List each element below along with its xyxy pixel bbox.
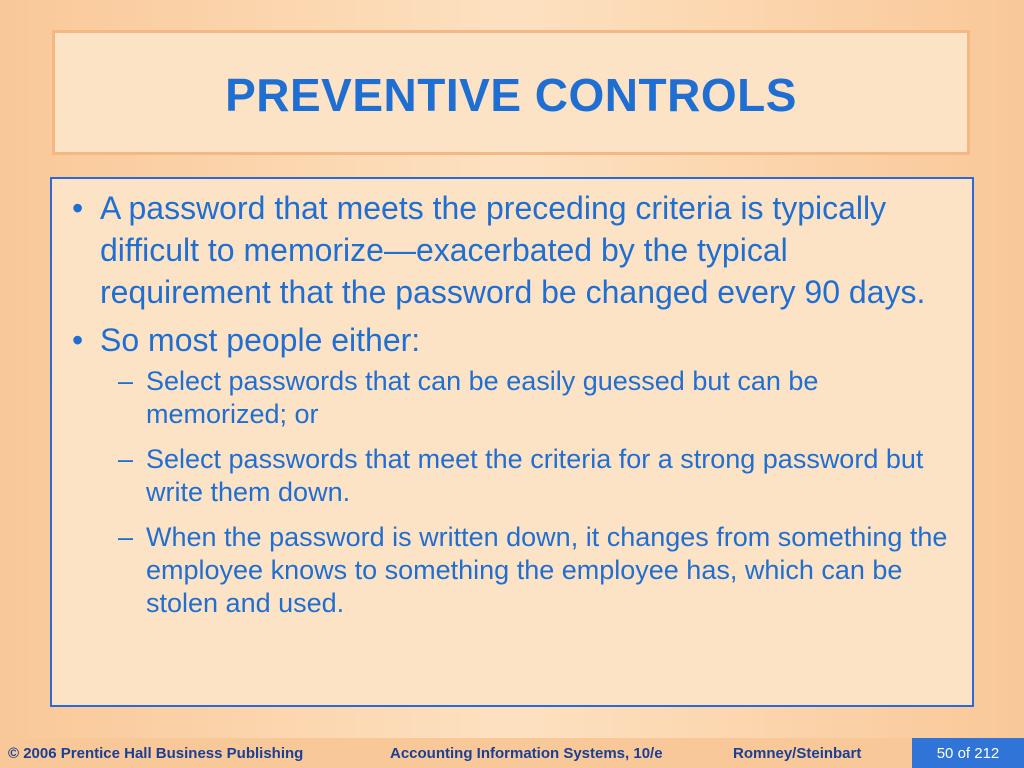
footer-copyright: © 2006 Prentice Hall Business Publishing bbox=[8, 745, 304, 762]
page-number-badge: 50 of 212 bbox=[912, 738, 1024, 768]
slide-title: PREVENTIVE CONTROLS bbox=[225, 68, 797, 121]
bullet-text: A password that meets the preceding criteria is typically difficult to memorize—exacerbated by the typical requirement that the password be changed every 90 days. bbox=[100, 190, 926, 310]
sub-bullet-list bbox=[100, 365, 958, 620]
sub-bullet-marker: – bbox=[118, 366, 134, 396]
sub-bullet-item bbox=[68, 443, 958, 509]
bullet-item bbox=[68, 187, 958, 313]
content-box bbox=[50, 177, 974, 707]
sub-bullet-item bbox=[68, 365, 958, 431]
sub-bullet-text: Select passwords that can be easily guessed but can be memorized; or bbox=[146, 366, 819, 429]
bullet-item bbox=[68, 319, 958, 620]
sub-bullet-text: When the password is written down, it changes from something the employee knows to something the employee has, which can be stolen and used. bbox=[146, 522, 948, 618]
sub-bullet-item bbox=[68, 521, 958, 620]
sub-bullet-text: Select passwords that meet the criteria for a strong password but write them down. bbox=[146, 444, 924, 507]
sub-bullet-marker: – bbox=[118, 444, 134, 474]
bullet-marker: • bbox=[72, 322, 84, 358]
bullet-text: So most people either: bbox=[100, 322, 421, 358]
sub-bullet-marker: – bbox=[118, 522, 134, 552]
footer-bar bbox=[0, 738, 1024, 768]
title-box bbox=[52, 30, 970, 155]
footer-authors: Romney/Steinbart bbox=[733, 745, 862, 762]
bullet-marker: • bbox=[72, 190, 84, 226]
footer-book-title: Accounting Information Systems, 10/e bbox=[390, 745, 663, 762]
bullet-list bbox=[68, 187, 958, 632]
